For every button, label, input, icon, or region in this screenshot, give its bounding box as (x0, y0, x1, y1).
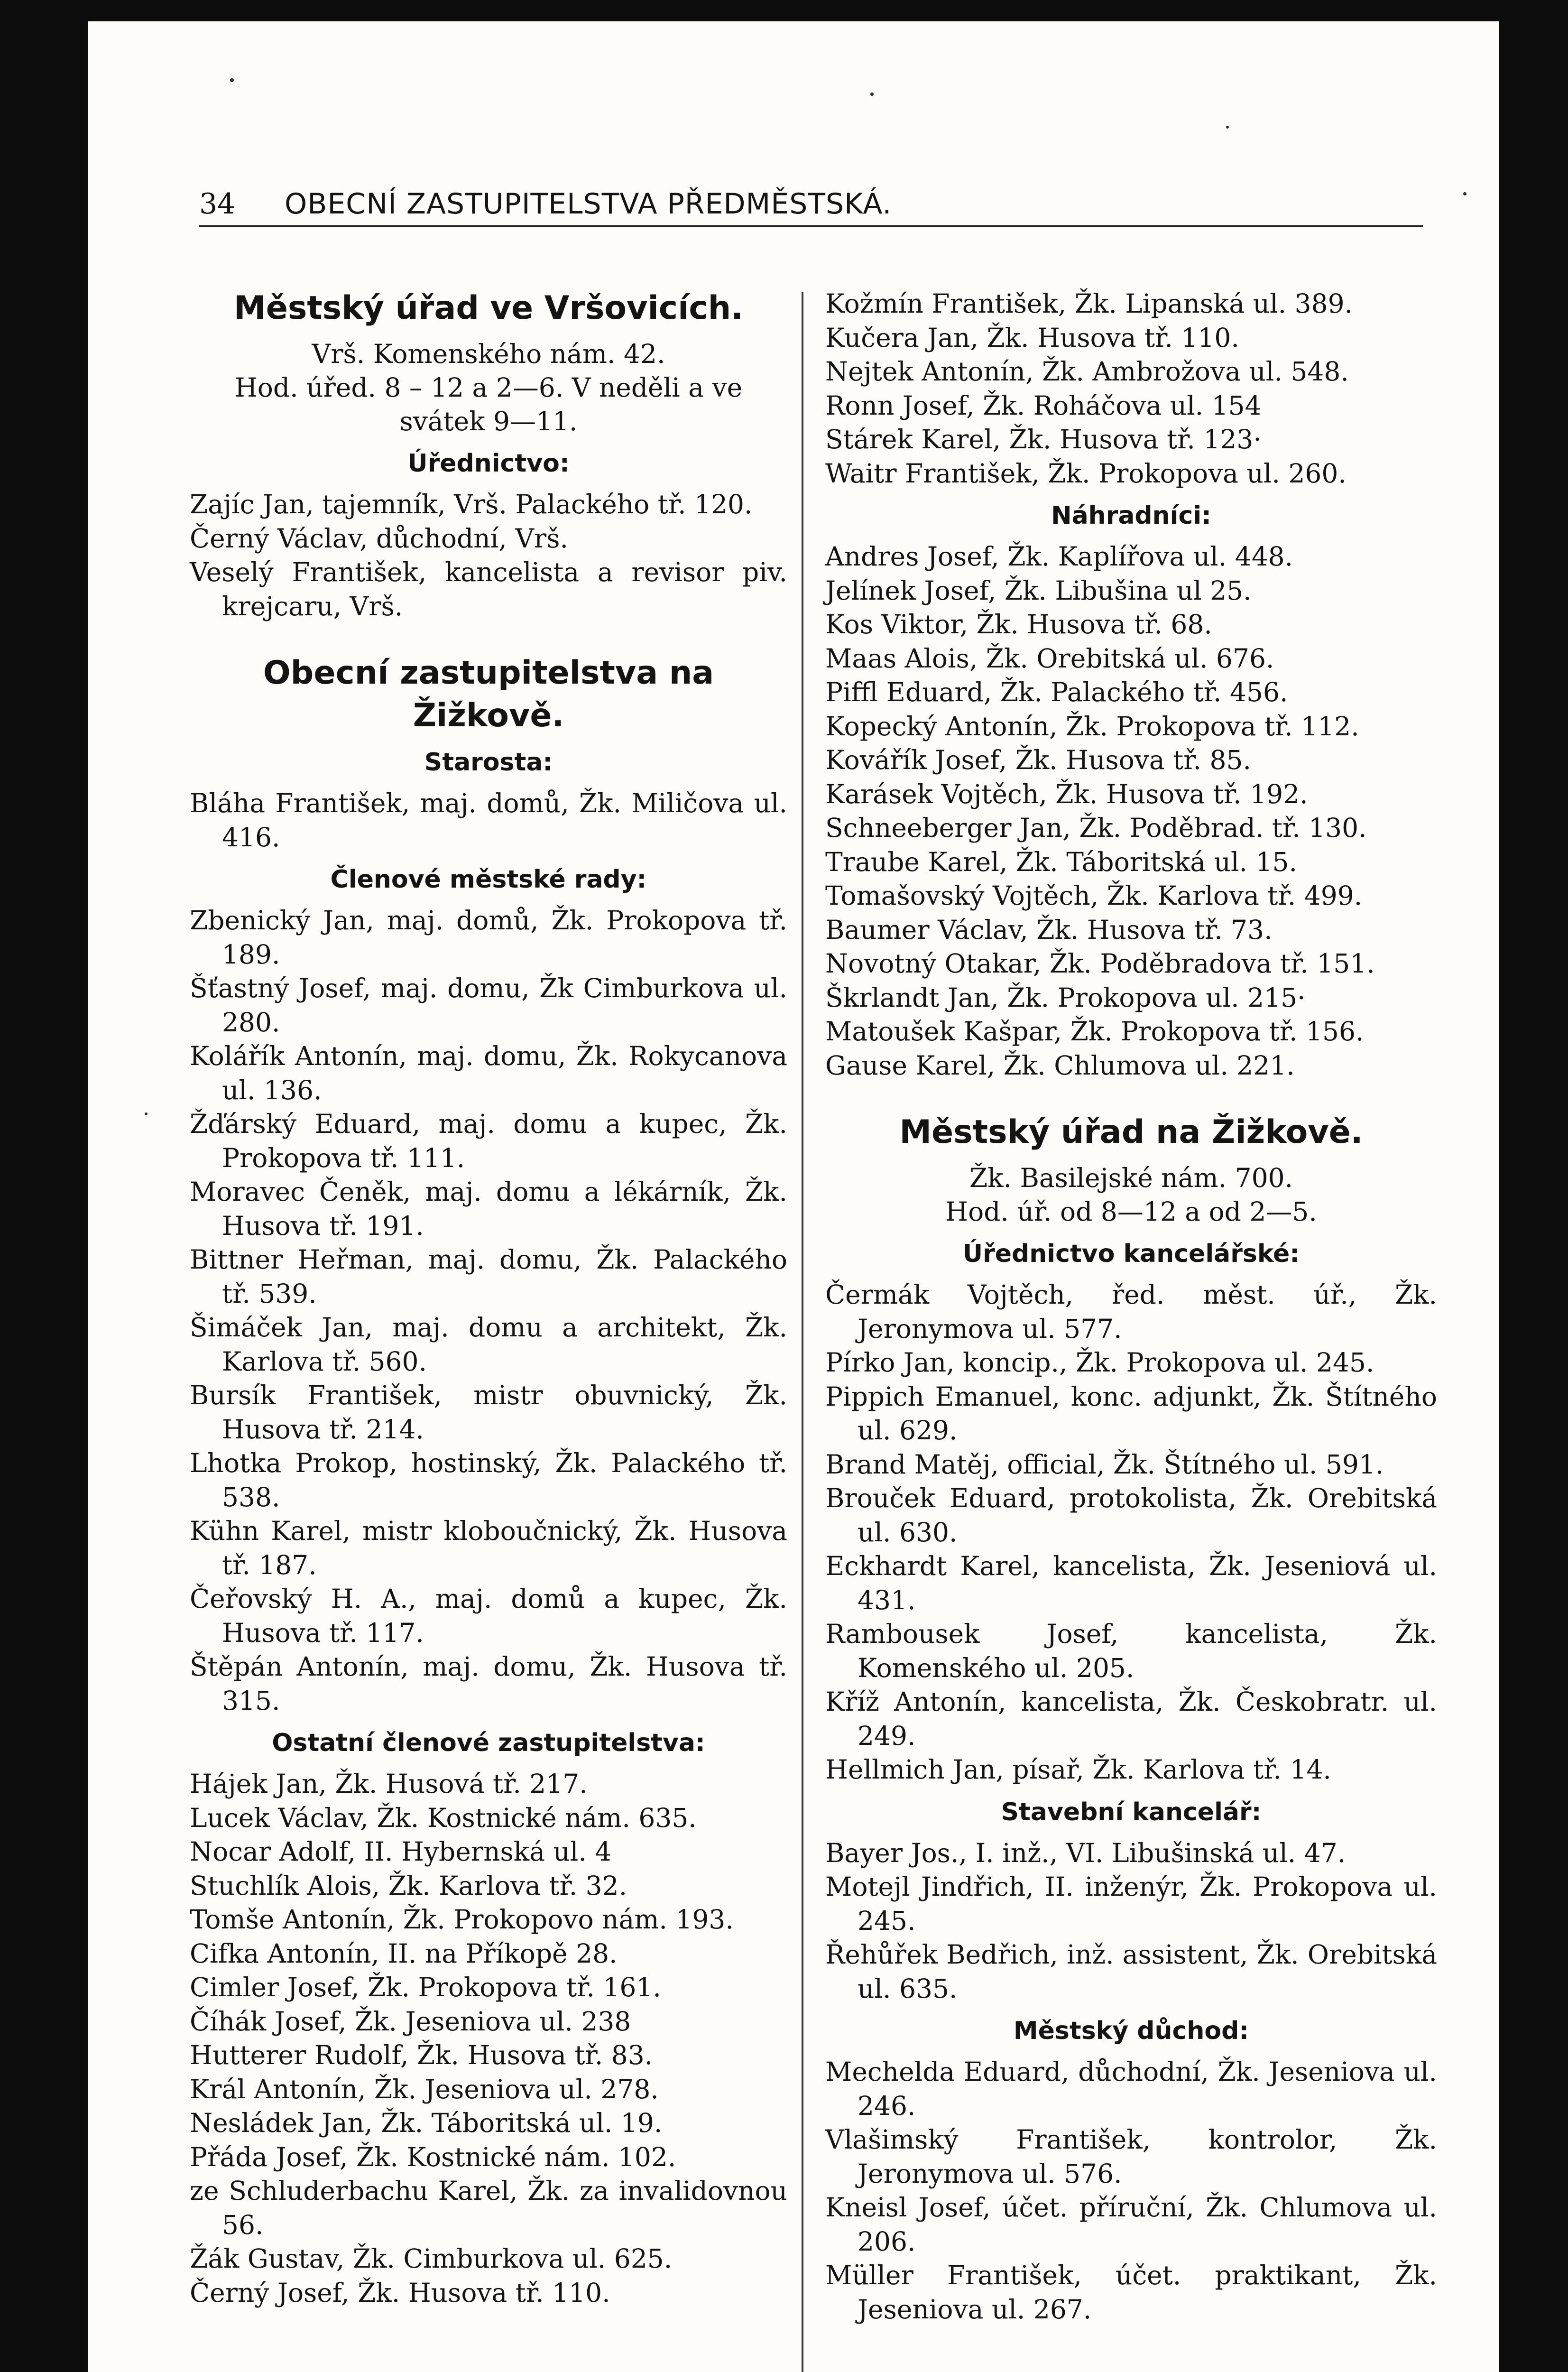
list-item: Šimáček Jan, maj. domu a architekt, Žk. Karlova tř. 560. (190, 1312, 787, 1377)
list-item: Hutterer Rudolf, Žk. Husova tř. 83. (190, 2040, 653, 2070)
list-item: Černý Josef, Žk. Husova tř. 110. (190, 2277, 610, 2308)
clerical-staff-heading: Úřednictvo kancelářské: (962, 1240, 1300, 1268)
mayor-heading: Starosta: (424, 748, 553, 777)
list-item: Nesládek Jan, Žk. Táboritská ul. 19. (190, 2108, 663, 2138)
list-item: Žák Gustav, Žk. Cimburkova ul. 625. (190, 2243, 673, 2274)
list-item: Čeřovský H. A., maj. domů a kupec, Žk. Husova tř. 117. (190, 1584, 787, 1648)
list-item: Šťastný Josef, maj. domu, Žk Cimburkova ul. 280. (190, 973, 787, 1038)
list-item: Černý Václav, důchodní, Vrš. (190, 523, 568, 554)
list-item: Lhotka Prokop, hostinský, Žk. Palackého tř. 538. (190, 1448, 787, 1512)
list-item: Bittner Heřman, maj. domu, Žk. Palackého tř. 539. (190, 1244, 787, 1309)
list-item: Kučera Jan, Žk. Husova tř. 110. (825, 322, 1239, 353)
list-item: Schneeberger Jan, Žk. Poděbrad. tř. 130. (825, 813, 1367, 843)
treasury-heading: Městský důchod: (1013, 2017, 1249, 2045)
list-item: Kneisl Josef, účet. příruční, Žk. Chlumova ul. 206. (825, 2192, 1437, 2257)
list-item: Ronn Josef, Žk. Roháčova ul. 154 (825, 390, 1262, 421)
list-item: ze Schluderbachu Karel, Žk. za invalidovnou 56. (190, 2176, 787, 2240)
list-item: Král Antonín, Žk. Jeseniova ul. 278. (190, 2074, 659, 2104)
list-item: Brand Matěj, official, Žk. Štítného ul. 591. (825, 1449, 1384, 1480)
list-item: Kříž Antonín, kancelista, Žk. Českobratr. ul. 249. (825, 1686, 1437, 1751)
vrsovice-office-title: Městský úřad ve Vršovicích. (234, 289, 743, 327)
list-item: Traube Karel, Žk. Táboritská ul. 15. (825, 846, 1297, 877)
list-item: Kühn Karel, mistr kloboučnický, Žk. Husova tř. 187. (190, 1516, 787, 1580)
list-item: Karásek Vojtěch, Žk. Husova tř. 192. (825, 778, 1308, 809)
list-item: Novotný Otakar, Žk. Poděbradova tř. 151. (825, 948, 1375, 979)
list-item: Kopecký Antonín, Žk. Prokopova tř. 112. (825, 711, 1359, 741)
list-item: Kožmín František, Žk. Lipanská ul. 389. (825, 288, 1353, 319)
members-heading: Ostatní členové zastupitelstva: (272, 1729, 705, 1757)
list-item: Waitr František, Žk. Prokopova ul. 260. (825, 458, 1347, 489)
list-item: Zajíc Jan, tajemník, Vrš. Palackého tř. 120. (190, 489, 753, 519)
book-page (88, 21, 1499, 2372)
list-item: Škrlandt Jan, Žk. Prokopova ul. 215· (825, 982, 1306, 1013)
list-item: Brouček Eduard, protokolista, Žk. Orebitská ul. 630. (825, 1483, 1437, 1547)
list-item: Žďárský Eduard, maj. domu a kupec, Žk. Prokopova tř. 111. (190, 1109, 787, 1173)
scan-speck (230, 78, 234, 82)
list-item: Lucek Václav, Žk. Kostnické nám. 635. (190, 1802, 697, 1833)
list-item: Gause Karel, Žk. Chlumova ul. 221. (825, 1050, 1295, 1081)
list-item: Vlašimský František, kontrolor, Žk. Jeronymova ul. 576. (825, 2124, 1437, 2189)
list-item: Čermák Vojtěch, řed. měst. úř., Žk. Jeronymova ul. 577. (825, 1279, 1437, 1344)
list-item: Andres Josef, Žk. Kaplířova ul. 448. (825, 541, 1293, 572)
council-heading: Členové městské rady: (330, 865, 647, 894)
list-item: Matoušek Kašpar, Žk. Prokopova tř. 156. (825, 1016, 1364, 1047)
list-item: Štěpán Antonín, maj. domu, Žk. Husova tř. 315. (190, 1651, 787, 1716)
list-item: Přáda Josef, Žk. Kostnické nám. 102. (190, 2141, 676, 2172)
list-item: Pippich Emanuel, konc. adjunkt, Žk. Štítného ul. 629. (825, 1381, 1437, 1445)
substitutes-heading: Náhradníci: (1051, 501, 1211, 530)
list-item: Maas Alois, Žk. Orebitská ul. 676. (825, 643, 1274, 674)
list-item: Kolářík Antonín, maj. domu, Žk. Rokycanova ul. 136. (190, 1041, 787, 1105)
running-title: OBECNÍ ZASTUPITELSTVA PŘEDMĚSTSKÁ. (285, 187, 892, 221)
list-item: Cifka Antonín, II. na Příkopě 28. (190, 1938, 618, 1969)
mayor-entry: Bláha František, maj. domů, Žk. Miličova ul. 416. (190, 788, 787, 852)
scan-speck (870, 93, 874, 96)
vrsovice-staff-heading: Úřednictvo: (407, 449, 570, 478)
list-item: Hellmich Jan, písař, Žk. Karlova tř. 14. (825, 1754, 1331, 1785)
page-number: 34 (199, 187, 236, 221)
list-item: Zbenický Jan, maj. domů, Žk. Prokopova tř. 189. (190, 905, 787, 970)
list-item: Eckhardt Karel, kancelista, Žk. Jeseniová ul. 431. (825, 1551, 1437, 1615)
list-item: Tomše Antonín, Žk. Prokopovo nám. 193. (190, 1904, 734, 1935)
list-item: Bursík František, mistr obuvnický, Žk. Husova tř. 214. (190, 1380, 787, 1445)
zizkov-council-title: Obecní zastupitelstva na Žižkově. (263, 654, 714, 734)
list-item: Moravec Čeněk, maj. domu a lékárník, Žk. Husova tř. 191. (190, 1177, 787, 1241)
list-item: Mechelda Eduard, důchodní, Žk. Jeseniova ul. 246. (825, 2057, 1437, 2121)
list-item: Kovářík Josef, Žk. Husova tř. 85. (825, 745, 1251, 775)
left-column (190, 287, 787, 2310)
list-item: Kos Viktor, Žk. Husova tř. 68. (825, 609, 1212, 639)
list-item: Stuchlík Alois, Žk. Karlova tř. 32. (190, 1870, 627, 1901)
column-divider (802, 292, 803, 2372)
list-item: Baumer Václav, Žk. Husova tř. 73. (825, 914, 1273, 945)
list-item: Číhák Josef, Žk. Jeseniova ul. 238 (190, 2006, 631, 2037)
list-item: Nocar Adolf, II. Hybernská ul. 4 (190, 1836, 612, 1867)
list-item: Řehůřek Bedřich, inž. assistent, Žk. Orebitská ul. 635. (825, 1939, 1437, 2004)
scan-speck (145, 1112, 148, 1115)
list-item: Cimler Josef, Žk. Prokopova tř. 161. (190, 1972, 661, 2002)
list-item: Tomašovský Vojtěch, Žk. Karlova tř. 499. (825, 880, 1363, 911)
list-item: Pírko Jan, koncip., Žk. Prokopova ul. 245. (825, 1347, 1374, 1378)
list-item: Müller František, účet. praktikant, Žk. Jeseniova ul. 267. (825, 2260, 1437, 2325)
right-column (825, 287, 1437, 2326)
list-item: Jelínek Josef, Žk. Libušina ul 25. (825, 575, 1252, 606)
list-item: Veselý František, kancelista a revisor piv. krejcaru, Vrš. (190, 557, 787, 621)
list-item: Piffl Eduard, Žk. Palackého tř. 456. (825, 677, 1288, 707)
zizkov-office-hours: Hod. úř. od 8—12 a od 2—5. (945, 1196, 1317, 1227)
scan-speck (1226, 126, 1229, 129)
list-item: Bayer Jos., I. inž., VI. Libušinská ul. 47. (825, 1837, 1346, 1868)
building-office-heading: Stavební kancelář: (1001, 1798, 1262, 1826)
zizkov-office-address: Žk. Basilejské nám. 700. (969, 1163, 1293, 1193)
list-item: Nejtek Antonín, Žk. Ambrožova ul. 548. (825, 356, 1349, 387)
zizkov-office-title: Městský úřad na Žižkově. (899, 1113, 1363, 1151)
list-item: Rambousek Josef, kancelista, Žk. Komenského ul. 205. (825, 1619, 1437, 1683)
list-item: Stárek Karel, Žk. Husova tř. 123· (825, 424, 1262, 454)
list-item: Motejl Jindřich, II. inženýr, Žk. Prokopova ul. 245. (825, 1872, 1437, 1936)
vrsovice-address: Vrš. Komenského nám. 42. (312, 339, 665, 369)
list-item: Hájek Jan, Žk. Husová tř. 217. (190, 1769, 588, 1799)
vrsovice-hours: Hod. úřed. 8 – 12 a 2—6. V neděli a ve svátek 9—11. (234, 372, 743, 436)
page-header (199, 168, 1423, 227)
scan-speck (1463, 192, 1467, 195)
